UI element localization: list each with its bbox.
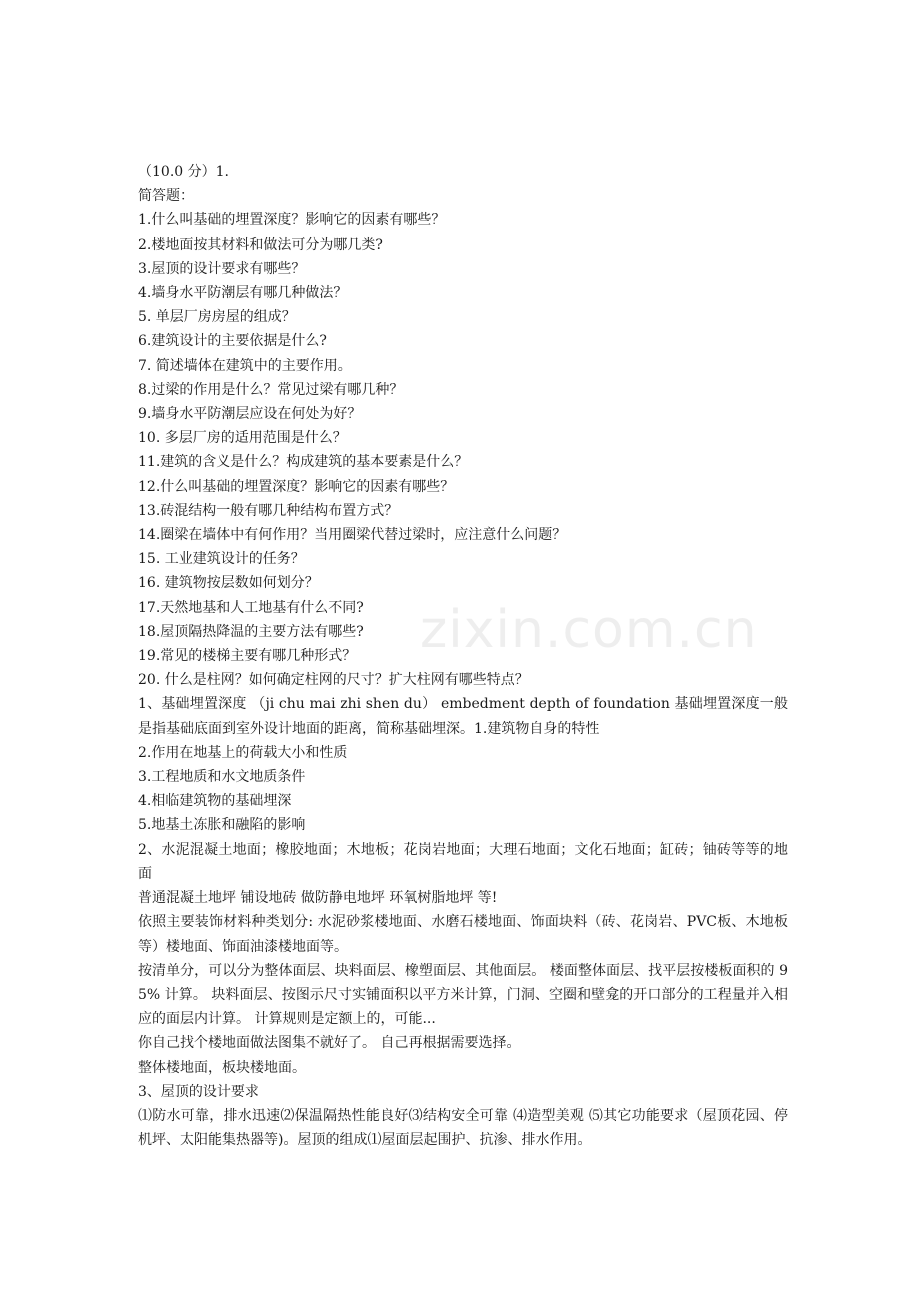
answer-paragraph: 普通混凝土地坪 铺设地砖 做防静电地坪 环氧树脂地坪 等! bbox=[138, 890, 498, 907]
answer-paragraph: 3、屋顶的设计要求 bbox=[138, 1083, 259, 1100]
question-list bbox=[138, 208, 788, 692]
answer-section bbox=[138, 692, 788, 1152]
watermark-text: zixin.com.cn bbox=[420, 600, 758, 660]
answer-paragraph: 3.工程地质和水文地质条件 bbox=[138, 769, 306, 786]
question-item: 15. 工业建筑设计的任务？ bbox=[138, 551, 305, 568]
question-item: 4.墙身水平防潮层有哪几种做法？ bbox=[138, 285, 348, 302]
answer-paragraph: 5.地基土冻胀和融陷的影响 bbox=[138, 817, 306, 834]
question-item: 13.砖混结构一般有哪几种结构布置方式？ bbox=[138, 502, 399, 519]
answer-paragraph: ⑴防水可靠，排水迅速⑵保温隔热性能良好⑶结构安全可靠 ⑷造型美观 ⑸其它功能要求（屋顶花园、停机坪、太阳能集热器等)。屋顶的组成⑴屋面层起围护、抗渗、排水作用。 bbox=[138, 1107, 788, 1149]
question-item: 16. 建筑物按层数如何划分？ bbox=[138, 575, 319, 592]
question-item: 8.过梁的作用是什么？常见过梁有哪几种？ bbox=[138, 381, 404, 398]
question-header: （10.0 分）1. bbox=[138, 164, 229, 180]
question-item: 6.建筑设计的主要依据是什么? bbox=[138, 333, 327, 350]
answer-paragraph: 你自己找个楼地面做法图集不就好了。 自己再根据需要选择。 bbox=[138, 1035, 521, 1052]
answer-paragraph: 4.相临建筑物的基础埋深 bbox=[138, 793, 292, 810]
answer-paragraph: 2.作用在地基上的荷载大小和性质 bbox=[138, 744, 348, 761]
answer-paragraph: 2、水泥混凝土地面；橡胶地面；木地板；花岗岩地面；大理石地面；文化石地面；缸砖；铀砖等等的地面 bbox=[138, 841, 788, 882]
question-item: 1.什么叫基础的埋置深度？影响它的因素有哪些？ bbox=[138, 212, 446, 229]
question-item: 14.圈梁在墙体中有何作用？当用圈梁代替过梁时，应注意什么问题？ bbox=[138, 527, 567, 544]
question-item: 10. 多层厂房的适用范围是什么？ bbox=[138, 430, 347, 447]
question-item: 17.天然地基和人工地基有什么不同? bbox=[138, 599, 364, 616]
question-item: 20. 什么是柱网？如何确定柱网的尺寸？扩大柱网有哪些特点？ bbox=[138, 672, 529, 689]
answer-paragraph: 依照主要装饰材料种类划分: 水泥砂浆楼地面、水磨石楼地面、饰面块料（砖、花岗岩、PVC板、木地板等）楼地面、饰面油漆楼地面等。 bbox=[138, 914, 788, 955]
question-item: 5. 单层厂房房屋的组成？ bbox=[138, 309, 296, 326]
question-item: 2.楼地面按其材料和做法可分为哪几类? bbox=[138, 236, 383, 253]
question-item: 11.建筑的含义是什么？构成建筑的基本要素是什么？ bbox=[138, 454, 469, 471]
answer-paragraph: 整体楼地面，板块楼地面。 bbox=[138, 1059, 306, 1076]
question-item: 3.屋顶的设计要求有哪些？ bbox=[138, 260, 306, 277]
section-title: 简答题： bbox=[138, 188, 194, 205]
question-item: 7. 简述墙体在建筑中的主要作用。 bbox=[138, 357, 352, 374]
question-item: 12.什么叫基础的埋置深度？影响它的因素有哪些？ bbox=[138, 478, 455, 495]
question-item: 18.屋顶隔热降温的主要方法有哪些? bbox=[138, 623, 364, 640]
answer-paragraph: 1、基础埋置深度 （ji chu mai zhi shen du） embedment depth of foundation 基础埋置深度一般是指基础底面到室外设计地面的距离，简称基础埋深。1.建筑物自身的特性 bbox=[138, 696, 788, 737]
document-body bbox=[138, 160, 788, 1152]
question-item: 9.墙身水平防潮层应设在何处为好？ bbox=[138, 406, 362, 423]
question-item: 19.常见的楼梯主要有哪几种形式？ bbox=[138, 648, 357, 665]
answer-paragraph: 按清单分，可以分为整体面层、块料面层、橡塑面层、其他面层。 楼面整体面层、找平层按楼板面积的 95% 计算。 块料面层、按图示尺寸实铺面积以平方米计算，门洞、空圈和壁龛的开口部分的工程量并入相应的面层内计算。 计算规则是定额上的，可能... bbox=[138, 962, 788, 1028]
